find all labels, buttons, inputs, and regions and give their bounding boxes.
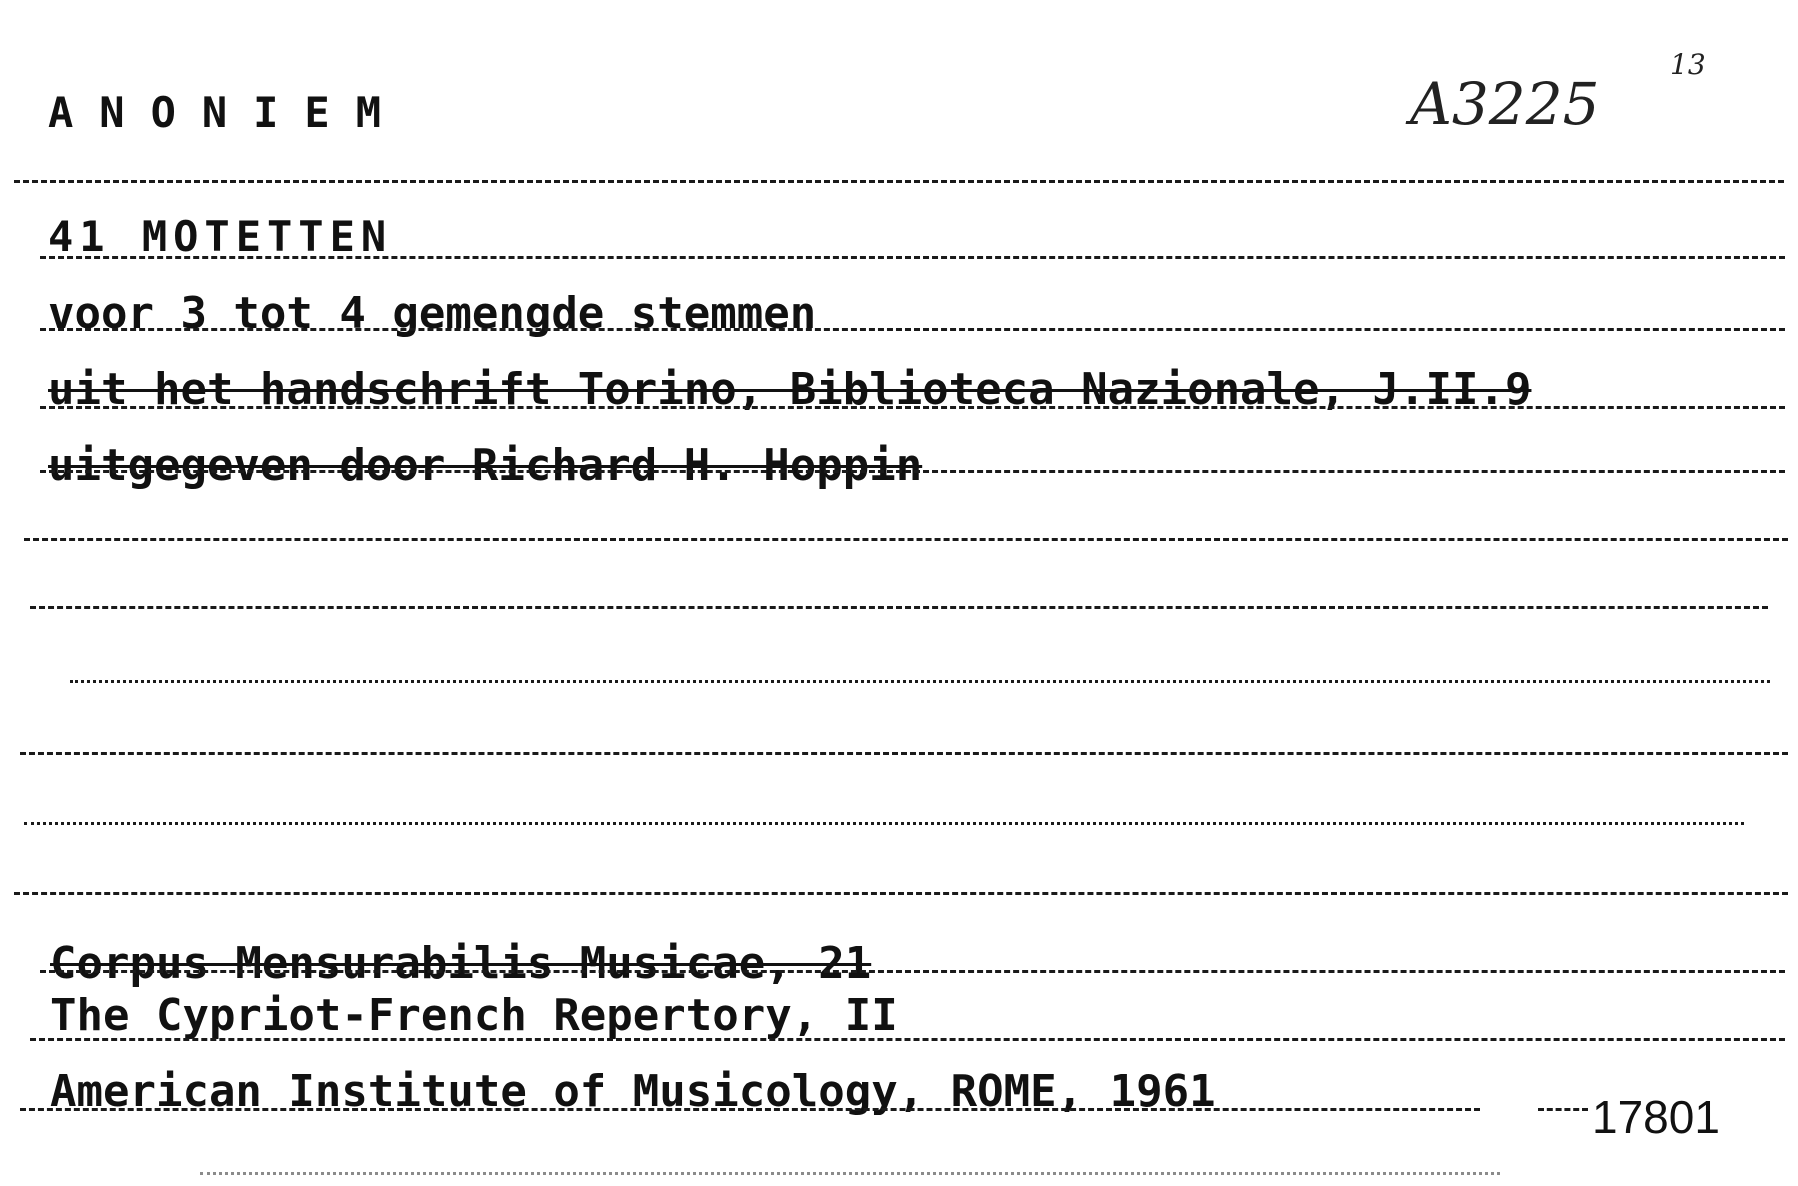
ruled-line [40,406,1785,409]
author-heading: ANONIEM [48,88,408,137]
ruled-line [1538,1108,1588,1111]
ruled-line [40,470,1785,473]
title: 41 MOTETTEN [48,212,393,261]
ruled-line [30,1038,1785,1041]
ruled-line [40,256,1785,259]
series-line-2: The Cypriot-French Repertory, II [50,990,898,1041]
description-line-1: voor 3 tot 4 gemengde stemmen [48,288,817,339]
handwritten-superscript: 13 [1670,48,1706,81]
ruled-line [24,822,1744,825]
ruled-line [70,680,1770,683]
ruled-line [40,970,1785,973]
ruled-line [20,1108,1480,1111]
ruled-line [30,606,1768,609]
ruled-line [20,752,1788,755]
ruled-line [24,538,1788,541]
ruled-line [40,328,1785,331]
ruled-line [14,180,1784,183]
series-line-1: Corpus Mensurabilis Musicae, 21 [50,938,872,989]
description-line-2: uit het handschrift Torino, Biblioteca Nazionale, J.II.9 [48,364,1532,415]
handwritten-accession-number: A3225 [1410,70,1600,138]
ruled-line [200,1172,1500,1175]
ruled-line [14,892,1788,895]
description-line-3: uitgegeven door Richard H. Hoppin [48,440,923,491]
call-number: 17801 [1592,1091,1720,1143]
publisher-line: American Institute of Musicology, ROME, 1961 [50,1066,1216,1117]
